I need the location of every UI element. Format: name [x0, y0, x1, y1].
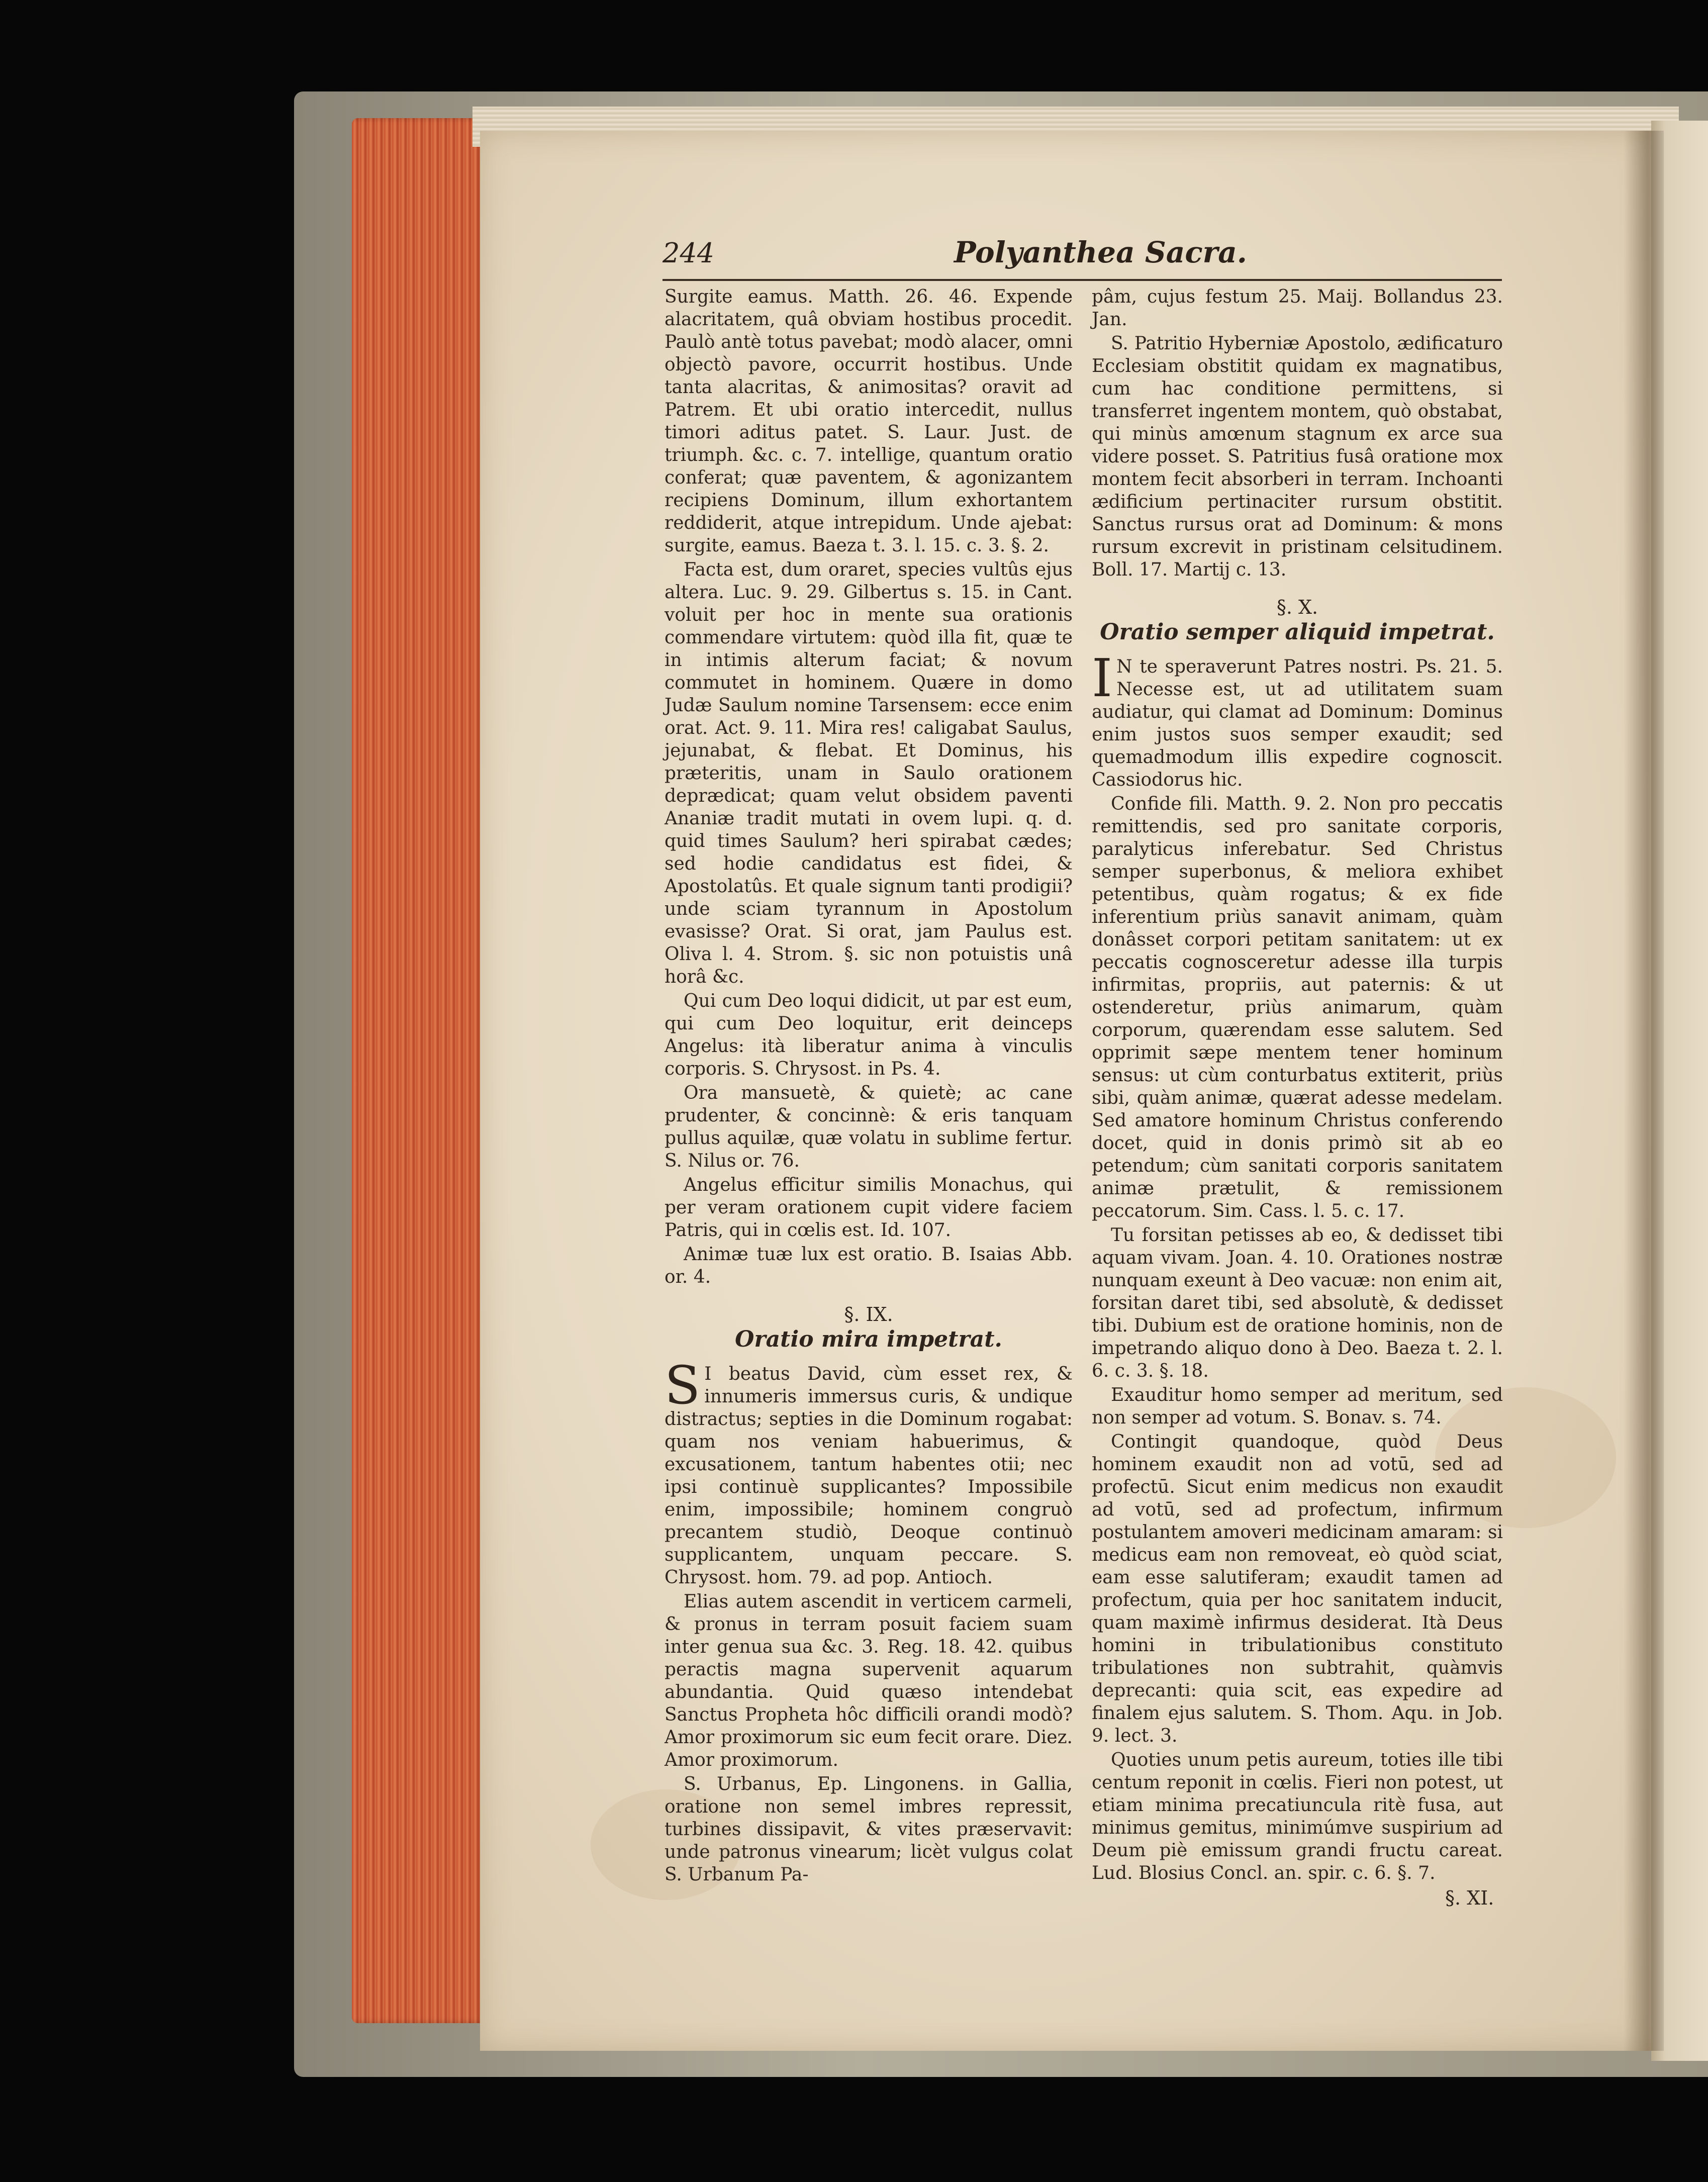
catchword: §. XI. [1445, 1887, 1494, 1909]
left-column [665, 286, 1073, 1887]
page-edges [352, 118, 485, 2023]
paragraph: Surgite eamus. Matth. 26. 46. Expende alacritatem, quâ obviam hostibus procedit. Paulò antè totus pavebat; modò alacer, omni objectò pavore, occurrit hostibus. Unde tanta alacritas, & animositas? oravit ad Patrem. Et ubi oratio intercedit, nullus timori aditus patet. S. Laur. Just. de triumph. &c. c. 7. intellige, quantum oratio conferat; quæ paventem, & agonizantem recipiens Dominum, illum exhortantem reddiderit, atque intrepidum. Unde ajebat: surgite, eamus. Baeza t. 3. l. 15. c. 3. §. 2. [665, 287, 1073, 556]
paragraph: pâm, cujus festum 25. Maij. Bollandus 23. Jan. [1092, 287, 1503, 330]
paragraph: Tu forsitan petisses ab eo, & dedisset tibi aquam vivam. Joan. 4. 10. Orationes nostræ nunquam exeunt à Deo vacuæ: non enim ait, forsitan daret tibi, sed absolutè, & dedisset tibi. Dubium est de oratione hominis, non de impetrando aliquo dono à Deo. Baeza t. 2. l. 6. c. 3. §. 18. [1092, 1225, 1503, 1381]
header-rule [662, 279, 1502, 281]
paragraph: Animæ tuæ lux est oratio. B. Isaias Abb. or. 4. [665, 1244, 1073, 1287]
paragraph: Exauditur homo semper ad meritum, sed non semper ad votum. S. Bonav. s. 74. [1092, 1385, 1503, 1428]
page-gutter [1624, 131, 1664, 2051]
drop-cap: I [1092, 647, 1113, 709]
section-mark: §. IX. [844, 1303, 893, 1325]
section-title: Oratio mira impetrat. [735, 1326, 1002, 1352]
paragraph: Facta est, dum oraret, species vultûs ejus altera. Luc. 9. 29. Gilbertus s. 15. in Cant. voluit per hoc in mente sua orationis commendare virtutem: quòd illa fit, quæ te in intimis alterum faciat; & novum commutet in hominem. Quære in domo Judæ Saulum nomine Tarsensem: ecce enim orat. Act. 9. 11. Mira res! caligabat Saulus, jejunabat, & flebat. Et Dominus, his præteritis, unam in Saulo orationem deprædicat; quam velut obsidem paventi Ananiæ tradit mutati in ovem lupi. q. d. quid times Saulum? heri spirabat cædes; sed hodie candidatus est fidei, & Apostolatûs. Et quale signum tanti prodigii? unde sciam tyrannum in Apostolum evasisse? Orat. Si orat, jam Paulus est. Oliva l. 4. Strom. §. sic non potuistis unâ horâ &c. [665, 559, 1073, 987]
drop-cap: S [665, 1355, 701, 1416]
paragraph: Contingit quandoque, quòd Deus hominem exaudit non ad votū, sed ad profectū. Sicut enim medicus non exaudit ad votū, sed ad profectum, infirmum postulantem amoveri medicinam amaram: si medicus eam non removeat, eò quòd sciat, eam esse salutiferam; exaudit tamen ad profectum, quia per hoc sanitatem inducit, quam maximè infirmus desiderat. Ità Deus homini in tribulationibus constituto tribulationes non subtrahit, quàmvis deprecanti: quia scit, eas expedire ad finalem ejus salutem. S. Thom. Aqu. in Job. 9. lect. 3. [1092, 1432, 1503, 1746]
paragraph: Confide fili. Matth. 9. 2. Non pro peccatis remittendis, sed pro sanitate corporis, paralyticus inferebatur. Sed Christus semper superbonus, & meliora exhibet petentibus, quàm rogatus; & ex fide inferentium priùs sanavit animam, quàm donâsset corpori petitam sanitatem: ut ex peccatis cognosceretur adesse illa turpis infirmitas, propriis, aut paternis: & ut ostenderetur, priùs animarum, quàm corporum, quærendam esse salutem. Sed opprimit sæpe mentem tener hominum sensus: ut cùm conturbatus extiterit, priùs sibi, quàm animæ, quærat adesse medelam. Sed amatore hominum Christus conferendo docet, quid in donis primò sit ab eo petendum; cùm sanitati corporis sanitatem animæ prætulit, & remissionem peccatorum. Sim. Cass. l. 5. c. 17. [1092, 794, 1503, 1221]
section-mark: §. X. [1276, 596, 1318, 618]
paragraph: Elias autem ascendit in verticem carmeli, & pronus in terram posuit faciem suam inter genua sua &c. 3. Reg. 18. 42. quibus peractis magna supervenit aquarum abundantia. Quid quæso intendebat Sanctus Propheta hôc difficili orandi modò? Amor proximorum sic eum fecit orare. Diez. Amor proximorum. [665, 1591, 1073, 1770]
page-number: 244 [662, 237, 715, 269]
paragraph [1092, 647, 1503, 791]
section-title: Oratio semper aliquid impetrat. [1100, 619, 1495, 645]
paragraph: Angelus efficitur similis Monachus, qui per veram orationem cupit videre faciem Patris, qui in cœlis est. Id. 107. [665, 1175, 1073, 1241]
paragraph: S. Urbanus, Ep. Lingonens. in Gallia, oratione non semel imbres repressit, turbines dissipavit, & vites præservavit: unde patronus vinearum; licèt vulgus colat S. Urbanum Pa- [665, 1774, 1073, 1885]
paragraph-text: N te speraverunt Patres nostri. Ps. 21. 5. Necesse est, ut ad utilitatem suam audiatur, qui clamat ad Dominum: Dominus enim justos suos semper exaudit; sed quemadmodum illis expedire cognoscit. Cassiodorus hic. [1092, 656, 1503, 790]
paragraph: S. Patritio Hyberniæ Apostolo, ædificaturo Ecclesiam obstitit quidam ex magnatibus, cum hac conditione permittens, si transferret ingentem montem, quò obstabat, qui minùs amœnum stagnum ex arce sua videre posset. S. Patritius fusâ oratione mox montem fecit absorberi in terram. Inchoanti ædificium pertinaciter rursum obstitit. Sanctus rursus orat ad Dominum: & mons rursum excrevit in pristinam celsitudinem. Boll. 17. Martij c. 13. [1092, 333, 1503, 580]
right-column [1092, 286, 1503, 1886]
paragraph-text: I beatus David, cùm esset rex, & innumeris immersus curis, & undique distractus; septies in die Dominum rogabat: quam nos veniam habuerimus, & excusationem, tantum habentes otii; nec ipsi continuè supplicantes? Impossibile enim, impossibile; hominem congruò precantem studiò, Deoque continuò supplicantem, unquam peccare. S. Chrysost. hom. 79. ad pop. Antioch. [665, 1364, 1073, 1588]
paragraph: Qui cum Deo loqui didicit, ut par est eum, qui cum Deo loquitur, erit deinceps Angelus: ità liberatur anima à vinculis corporis. S. Chrysost. in Ps. 4. [665, 991, 1073, 1079]
paragraph: Ora mansuetè, & quietè; ac cane prudenter, & concinnè: & eris tanquam pullus aquilæ, quæ volatu in sublime fertur. S. Nilus or. 76. [665, 1083, 1073, 1171]
paragraph [665, 1355, 1073, 1589]
running-title: Polyanthea Sacra. [954, 235, 1247, 269]
paragraph: Quoties unum petis aureum, toties ille tibi centum reponit in cœlis. Fieri non potest, ut etiam minima precatiuncula ritè fusa, aut minimus gemitus, minimúmve suspirium ad Deum piè emissum grandi fructu careat. Lud. Blosius Concl. an. spir. c. 6. §. 7. [1092, 1750, 1503, 1883]
